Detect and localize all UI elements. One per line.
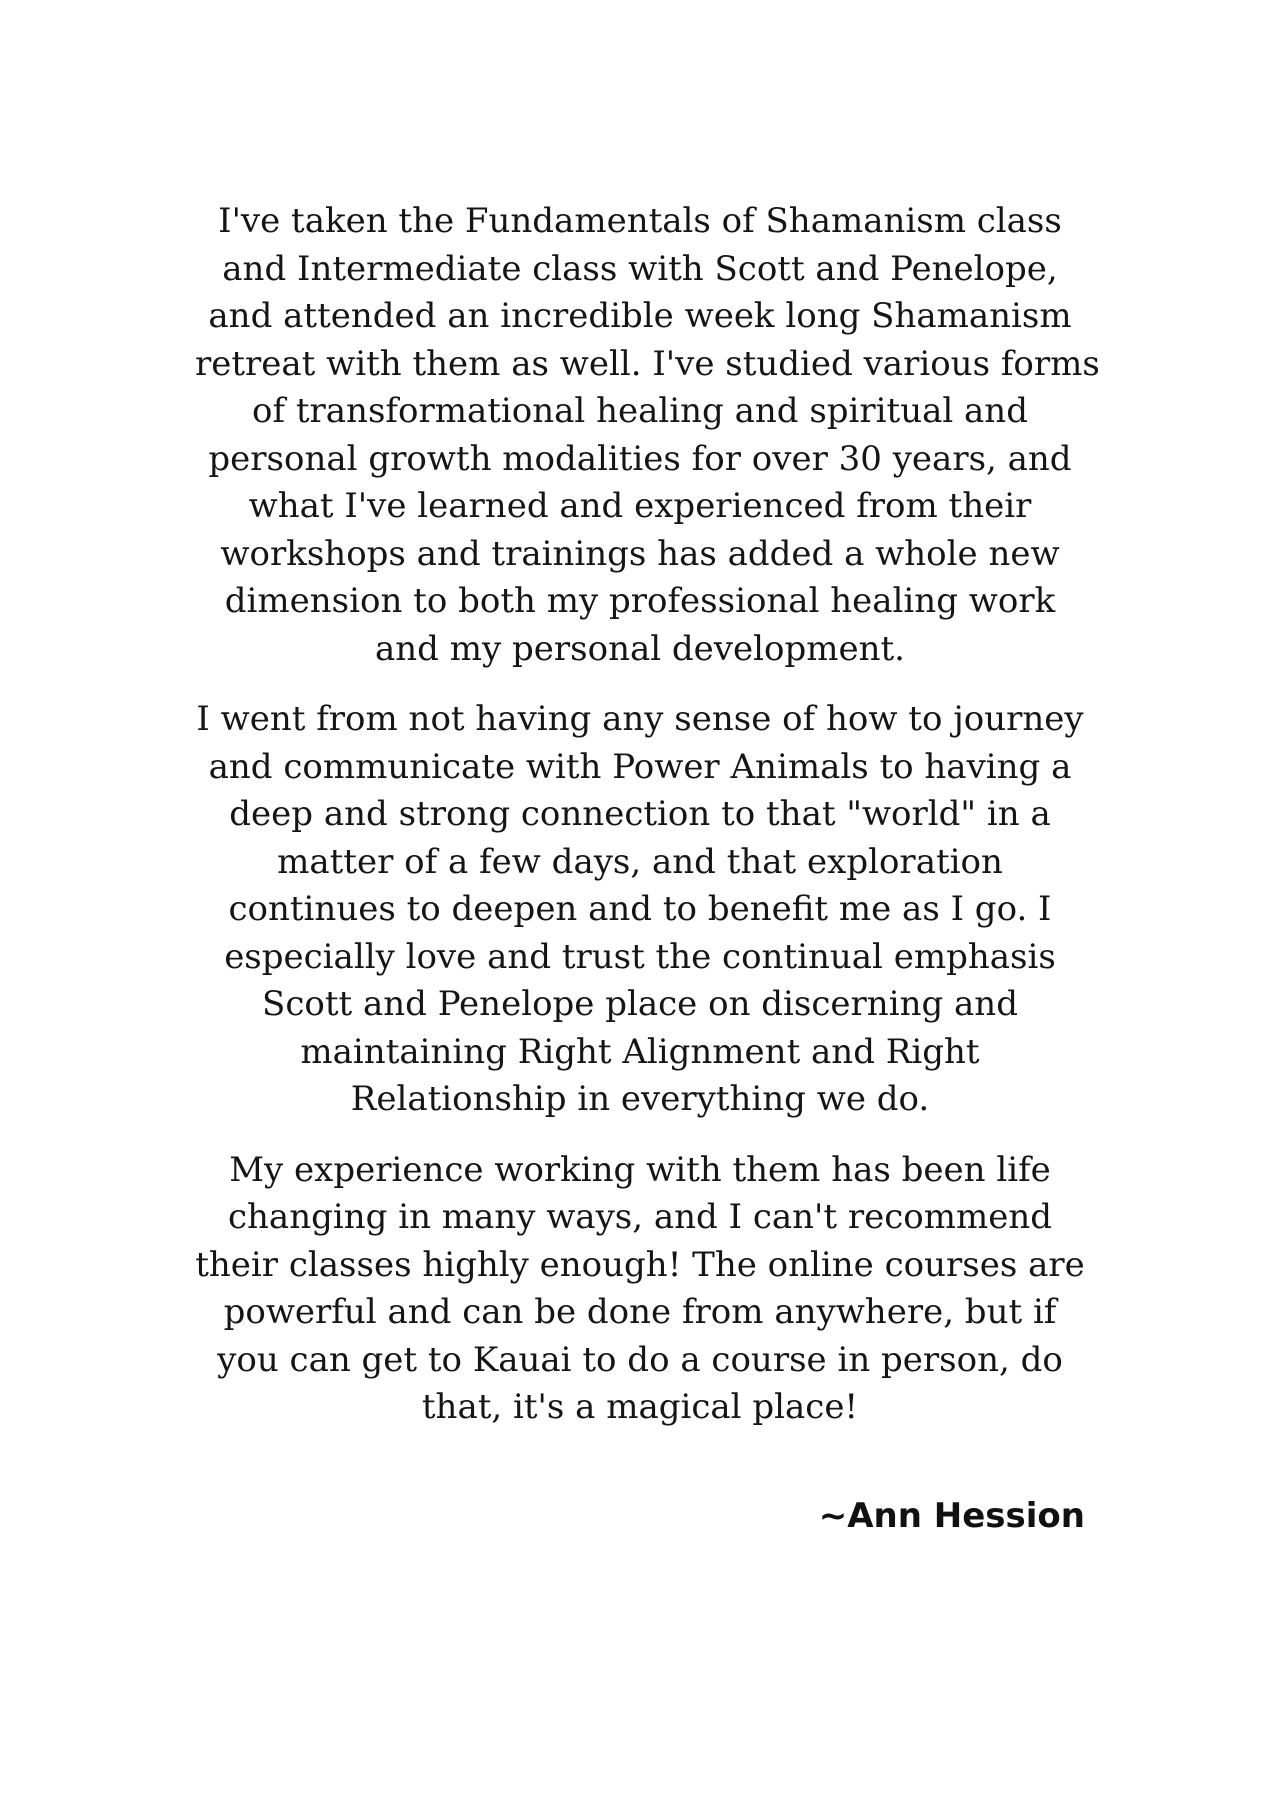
paragraph-line: and communicate with Power Animals to having a xyxy=(208,746,1072,787)
paragraph-line: personal growth modalities for over 30 years, and xyxy=(208,438,1072,479)
testimonial-paragraph-2 xyxy=(195,696,1085,1124)
paragraph-line: My experience working with them has been life xyxy=(229,1149,1051,1190)
paragraph-line: of transformational healing and spiritual and xyxy=(252,391,1028,431)
paragraph-line: workshops and trainings has added a whole new xyxy=(220,533,1060,574)
paragraph-line: and my personal development. xyxy=(375,628,905,669)
paragraph-line: changing in many ways, and I can't recommend xyxy=(227,1197,1053,1237)
paragraph-line: and Intermediate class with Scott and Penelope, xyxy=(222,248,1058,289)
paragraph-line: dimension to both my professional healing work xyxy=(224,581,1056,621)
testimonial-paragraph-1 xyxy=(195,198,1100,673)
paragraph-line: matter of a few days, and that exploration xyxy=(277,841,1003,882)
paragraph-line: continues to deepen and to benefit me as I go. I xyxy=(228,889,1052,929)
paragraph-line: Scott and Penelope place on discerning and xyxy=(262,984,1018,1024)
paragraph-line: retreat with them as well. I've studied various forms xyxy=(195,343,1100,384)
paragraph-line: their classes highly enough! The online courses are xyxy=(195,1244,1085,1285)
testimonial-signature: ~Ann Hession xyxy=(818,1496,1085,1536)
paragraph-line: Relationship in everything we do. xyxy=(350,1079,930,1119)
paragraph-line: maintaining Right Alignment and Right xyxy=(300,1031,980,1072)
paragraph-line: that, it's a magical place! xyxy=(421,1387,859,1427)
testimonial-body xyxy=(195,198,1100,1455)
testimonial-paragraph-3 xyxy=(195,1147,1085,1432)
paragraph-line: you can get to Kauai to do a course in person, do xyxy=(217,1339,1063,1380)
paragraph-line: powerful and can be done from anywhere, but if xyxy=(223,1292,1057,1332)
paragraph-line: I've taken the Fundamentals of Shamanism class xyxy=(218,201,1062,241)
paragraph-line: deep and strong connection to that "world" in a xyxy=(229,794,1051,834)
paragraph-line: I went from not having any sense of how to journey xyxy=(196,699,1084,739)
paragraph-line: what I've learned and experienced from their xyxy=(248,486,1032,526)
paragraph-line: and attended an incredible week long Shamanism xyxy=(208,296,1072,336)
paragraph-line: especially love and trust the continual emphasis xyxy=(224,936,1056,977)
